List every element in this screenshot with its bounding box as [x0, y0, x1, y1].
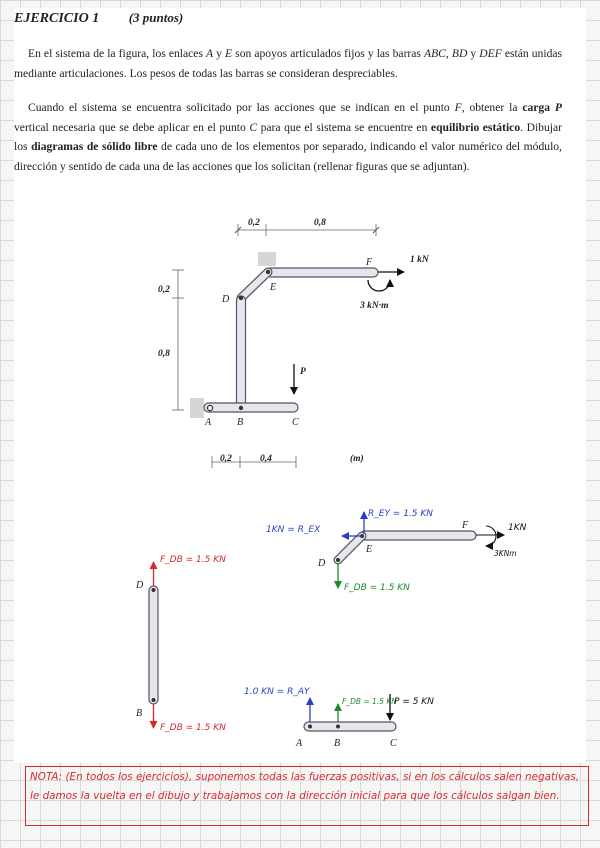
- exercise-points: (3 puntos): [128, 10, 184, 25]
- text-run: En el sistema de la figura, los enlaces: [28, 47, 207, 60]
- structure-figure: [158, 218, 430, 468]
- moment-arrow-3knm: [368, 280, 390, 291]
- fbd-def-label-rex: 1KN = R_EX: [266, 525, 321, 535]
- text-run: son apoyos articulados fijos y las barras: [232, 47, 425, 60]
- fbd-bd-label-bottom: F_DB = 1.5 KN: [160, 723, 226, 733]
- fbd-def-label-D: D: [318, 558, 326, 569]
- pin-E: [266, 270, 270, 274]
- text-run: BD: [451, 47, 468, 60]
- text-run: , obtener la: [461, 101, 523, 114]
- pin-B: [239, 406, 243, 410]
- units-label: (m): [350, 454, 364, 464]
- label-A: A: [205, 417, 212, 428]
- fbd-def-label-F: F: [462, 520, 469, 531]
- fbd-bar-bd: [135, 555, 226, 733]
- handwritten-note: NOTA: (En todos los ejercicios), suponemos todas las fuerzas positivas, si en los cálculos salen negativas, le damos la vuelta en el dibujo y trabajamos con la dirección inicial para que los cálculos salgan bien.: [25, 766, 589, 826]
- label-C: C: [292, 417, 299, 428]
- text-run: ,: [445, 47, 452, 60]
- force-label-1kn: 1 kN: [410, 255, 429, 265]
- exercise-number: EJERCICIO 1: [14, 11, 100, 26]
- text-run: y: [467, 47, 480, 60]
- text-run: C: [249, 120, 258, 134]
- pin-D: [239, 296, 243, 300]
- text-run: para que el sistema se encuentre en: [257, 120, 431, 134]
- text-run: . Dibujar los: [14, 120, 562, 153]
- fbd-bar-abc: [244, 687, 434, 749]
- dimension-left: [158, 270, 184, 410]
- text-run: P: [554, 101, 562, 114]
- force-label-P: P: [300, 367, 306, 377]
- text-run: carga: [522, 101, 551, 114]
- fbd-bd-bar: [149, 586, 158, 704]
- fbd-abc-label-A: A: [296, 738, 303, 749]
- dim-label-top-2: 0,8: [314, 218, 326, 228]
- fbd-def-label-rey: R_EY = 1.5 KN: [368, 509, 434, 519]
- fbd-bd-label-D: D: [136, 580, 144, 591]
- text-run: equilibrio estático: [430, 120, 521, 134]
- bar-BD: [237, 296, 246, 412]
- text-run: E: [225, 47, 233, 60]
- label-D: D: [222, 294, 230, 305]
- label-B: B: [237, 417, 244, 428]
- text-run: y: [213, 47, 226, 60]
- bar-DE: [241, 272, 268, 298]
- support-A-icon: [190, 398, 204, 418]
- text-run: Cuando el sistema se encuentra solicitado por las acciones que se indican en el punto: [28, 101, 455, 114]
- text-run: F: [454, 101, 462, 114]
- text-run: están unidas mediante articulaciones. Los pesos de todas las barras se consideran despreciables.: [14, 47, 563, 80]
- text-run: A: [206, 47, 214, 60]
- bar-ABC: [204, 403, 298, 412]
- fbd-abc-label-ray: 1.0 KN = R_AY: [244, 687, 310, 697]
- pin-A: [207, 405, 212, 410]
- dim-label-bottom-1: 0,2: [220, 454, 232, 464]
- fbd-abc-label-C: C: [390, 738, 397, 749]
- dimension-top: [238, 218, 376, 236]
- dim-label-left-1: 0,2: [158, 285, 170, 295]
- text-run: DEF: [479, 47, 502, 60]
- support-E-icon: [258, 252, 276, 266]
- dim-label-bottom-2: 0,4: [260, 454, 272, 464]
- fbd-abc-pin-A: [308, 725, 312, 729]
- fbd-def-label-moment: 3KNm: [494, 549, 517, 558]
- dim-label-top-1: 0,2: [248, 218, 260, 228]
- fbd-abc-pin-B: [336, 725, 340, 729]
- fbd-bd-label-top: F_DB = 1.5 KN: [160, 555, 226, 565]
- label-E: E: [270, 282, 277, 293]
- fbd-def-label-1kn: 1KN: [508, 523, 527, 533]
- fbd-abc-label-p: P = 5 KN: [394, 697, 434, 707]
- fbd-bd-label-B: B: [136, 708, 143, 719]
- fbd-def-pin-D: [336, 558, 340, 562]
- dimension-bottom: [212, 453, 364, 468]
- fbd-abc-bar: [304, 722, 396, 731]
- fbd-def-arrow-moment: [486, 526, 496, 546]
- fbd-abc-label-B: B: [334, 738, 341, 749]
- text-run: diagramas de sólido libre: [31, 140, 158, 153]
- fbd-def-label-E: E: [366, 544, 373, 555]
- text-run: ABC: [424, 47, 446, 60]
- text-run: vertical necesaria que se debe aplicar en el punto: [14, 120, 250, 134]
- dim-label-left-2: 0,8: [158, 349, 170, 359]
- fbd-def-label-fdb: F_DB = 1.5 KN: [344, 583, 410, 593]
- bar-EF: [266, 268, 378, 277]
- fbd-bd-pin-B: [152, 698, 156, 702]
- fbd-def-bar-EF: [360, 531, 476, 540]
- label-F: F: [366, 257, 373, 268]
- moment-label-3knm: 3 kN·m: [360, 301, 389, 311]
- fbd-def-bar-DE: [338, 536, 362, 560]
- fbd-abc-label-fdb: F_DB = 1.5 KN: [342, 697, 397, 706]
- fbd-bd-pin-D: [152, 588, 156, 592]
- fbd-bar-def: [266, 509, 527, 593]
- text-run: de cada uno de los elementos por separado, indicando el valor numérico del módulo, dirección y sentido de cada una de las acciones que los solicitan (rellenar figuras que se adjuntan).: [14, 140, 562, 173]
